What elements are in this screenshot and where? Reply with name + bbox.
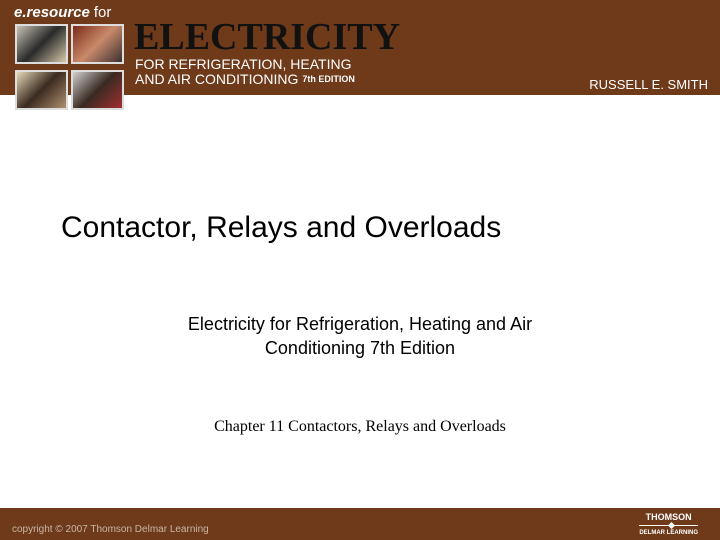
book-subtitle-line1: FOR REFRIGERATION, HEATING [135, 56, 352, 72]
contactor-photo [71, 70, 124, 110]
slide-title: Contactor, Relays and Overloads [61, 211, 502, 244]
chapter-label: Chapter 11 Contactors, Relays and Overloads [214, 418, 506, 435]
fan-motor-photo [15, 70, 68, 110]
book-title: ELECTRICITY [134, 16, 401, 58]
subtitle-text: AND AIR CONDITIONING [135, 71, 299, 87]
slide-subtitle: Electricity for Refrigeration, Heating and Air Conditioning 7th Edition [187, 314, 533, 358]
brand-for: for [93, 4, 112, 21]
logo-bottom-text: DELMAR LEARNING [639, 530, 698, 536]
author-name: RUSSELL E. SMITH [589, 77, 708, 92]
logo-divider [639, 525, 698, 526]
motor-photo [15, 24, 68, 64]
brand-logo [14, 4, 111, 21]
clamp-meter-photo [71, 24, 124, 64]
brand-text: e.resource [14, 4, 90, 21]
book-subtitle-line2 [135, 72, 355, 86]
thomson-logo [639, 512, 698, 537]
logo-top-text: THOMSON [645, 512, 692, 522]
copyright-text: copyright © 2007 Thomson Delmar Learning [12, 524, 209, 535]
edition-label: 7th EDITION [302, 74, 355, 84]
header-banner [0, 0, 720, 95]
footer-bar [0, 508, 720, 540]
